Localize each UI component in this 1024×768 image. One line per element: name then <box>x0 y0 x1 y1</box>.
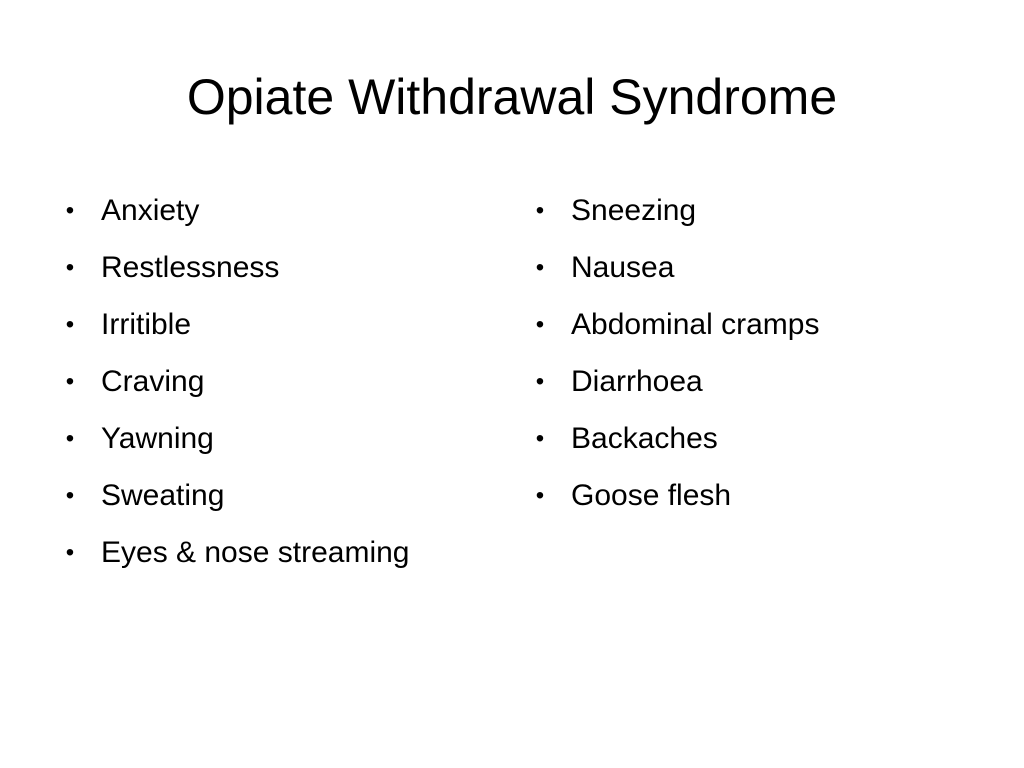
bullet-icon: • <box>65 539 75 566</box>
bullet-icon: • <box>535 197 545 224</box>
bullet-icon: • <box>65 368 75 395</box>
list-item-label: Irritible <box>101 308 192 341</box>
list-item-label: Restlessness <box>101 251 280 284</box>
list-item <box>530 410 970 467</box>
bullet-icon: • <box>65 311 75 338</box>
list-item-label: Diarrhoea <box>571 365 703 398</box>
list-item <box>530 353 970 410</box>
bullet-icon: • <box>535 254 545 281</box>
list-item <box>60 239 500 296</box>
bullet-icon: • <box>535 368 545 395</box>
list-item-label: Craving <box>101 365 205 398</box>
bullet-icon: • <box>535 482 545 509</box>
list-item-label: Backaches <box>571 422 718 455</box>
bullet-icon: • <box>65 425 75 452</box>
list-item <box>530 467 970 524</box>
list-item-label: Nausea <box>571 251 675 284</box>
bullet-icon: • <box>65 254 75 281</box>
list-item <box>60 410 500 467</box>
bullet-icon: • <box>535 425 545 452</box>
list-item <box>60 296 500 353</box>
list-item <box>60 353 500 410</box>
list-item-label: Sneezing <box>571 194 697 227</box>
list-item-label: Sweating <box>101 479 225 512</box>
bullet-icon: • <box>65 482 75 509</box>
list-item-label: Eyes & nose streaming <box>101 536 410 569</box>
bullet-icon: • <box>65 197 75 224</box>
left-bullet-list <box>60 182 500 581</box>
list-item-label: Anxiety <box>101 194 200 227</box>
bullet-icon: • <box>535 311 545 338</box>
list-item-label: Abdominal cramps <box>571 308 820 341</box>
right-bullet-list <box>530 182 970 524</box>
list-item <box>60 467 500 524</box>
slide-title: Opiate Withdrawal Syndrome <box>186 69 838 125</box>
list-item <box>530 182 970 239</box>
list-item <box>60 182 500 239</box>
list-item-label: Goose flesh <box>571 479 732 512</box>
list-item <box>530 296 970 353</box>
list-item <box>530 239 970 296</box>
list-item-label: Yawning <box>101 422 214 455</box>
list-item <box>60 524 500 581</box>
